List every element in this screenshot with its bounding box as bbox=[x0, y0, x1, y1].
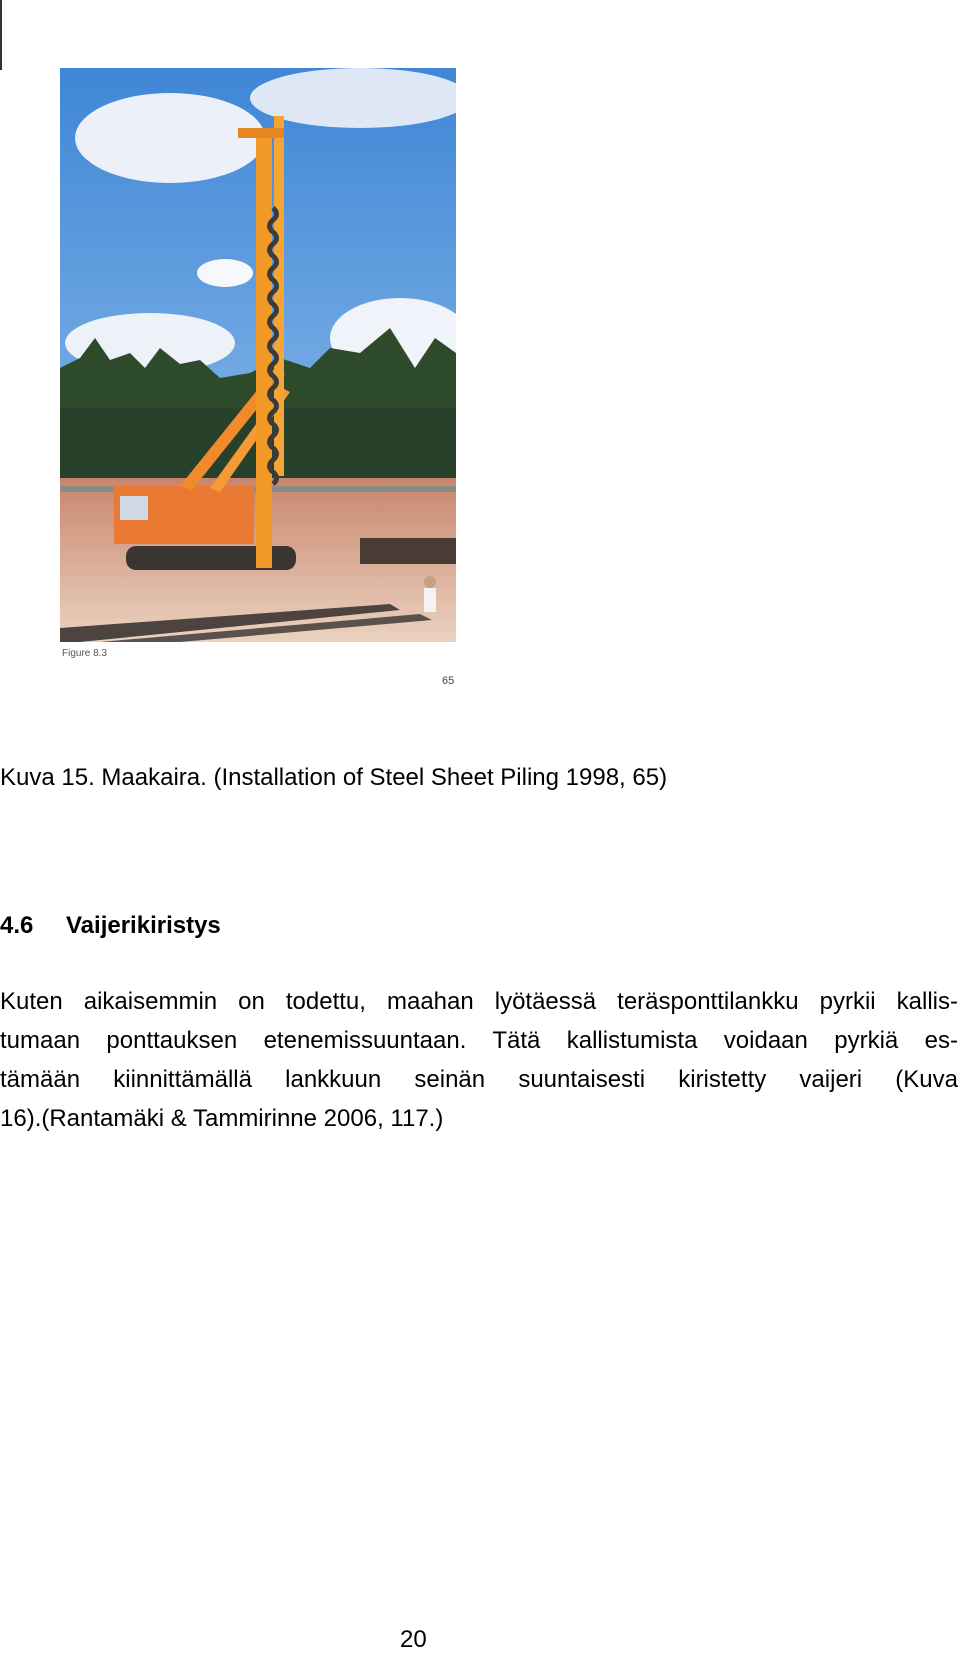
margin-rule bbox=[0, 0, 2, 70]
page-number: 20 bbox=[400, 1626, 427, 1653]
drilling-rig-photo bbox=[60, 68, 456, 642]
figure-caption: Kuva 15. Maakaira. (Installation of Steel Sheet Piling 1998, 65) bbox=[0, 764, 668, 791]
figure-source-page-number: 65 bbox=[442, 675, 455, 687]
section-heading bbox=[0, 912, 221, 940]
paragraph-line: Kuten aikaisemmin on todettu, maahan lyötäessä teräsponttilankku pyrkii kallis- bbox=[0, 988, 958, 1015]
figure-source-label: Figure 8.3 bbox=[62, 648, 108, 659]
section-title: Vaijerikiristys bbox=[66, 912, 221, 939]
paragraph-line: tämään kiinnittämällä lankkuun seinän suuntaisesti kiristetty vaijeri (Kuva bbox=[0, 1066, 958, 1093]
section-number: 4.6 bbox=[0, 912, 34, 939]
paragraph-line: 16).(Rantamäki & Tammirinne 2006, 117.) bbox=[0, 1105, 444, 1132]
figure-photo bbox=[60, 68, 456, 642]
body-paragraph bbox=[0, 982, 958, 1138]
paragraph-line: tumaan ponttauksen etenemissuuntaan. Tätä kallistumista voidaan pyrkiä es- bbox=[0, 1027, 958, 1054]
